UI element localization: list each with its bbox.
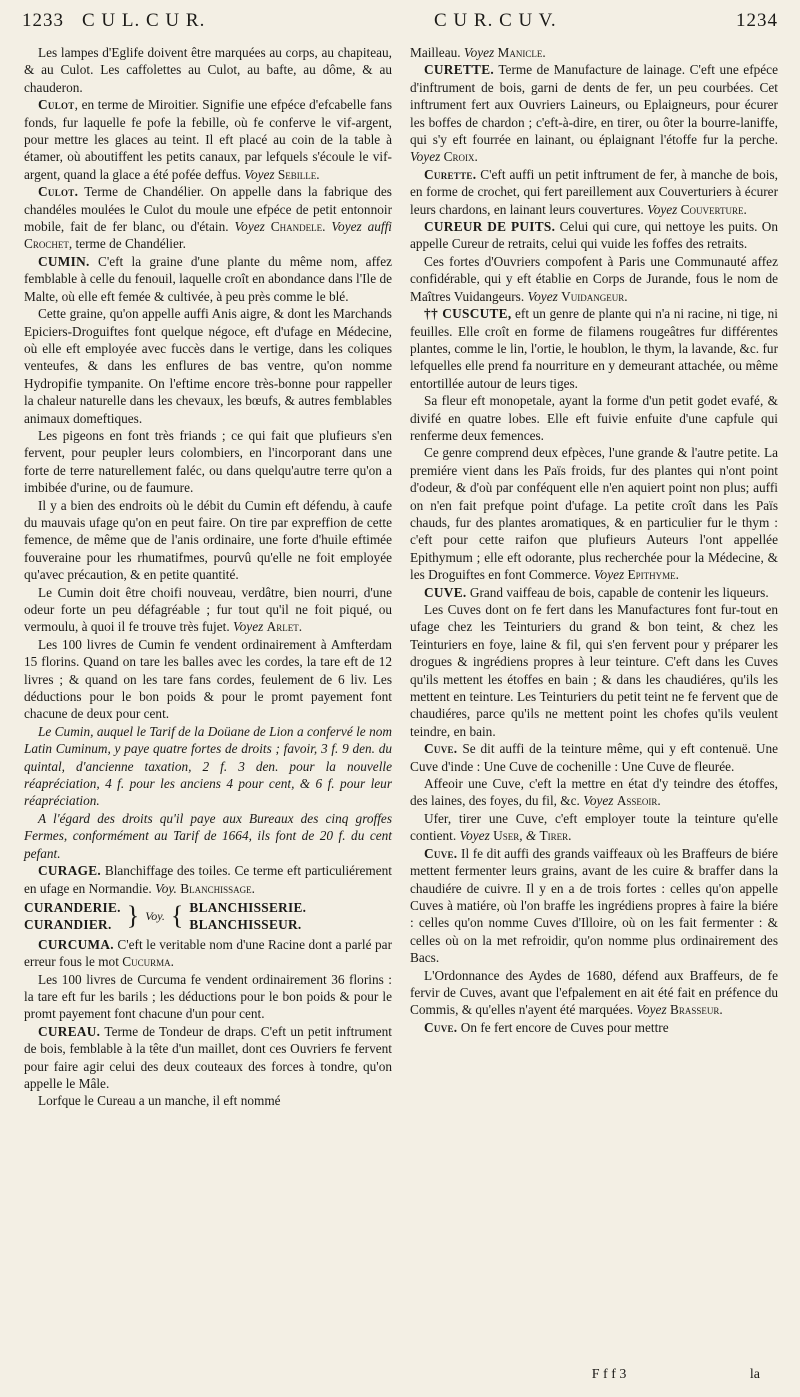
brace-icon: { [170,901,184,931]
headword: CURAGE. [38,863,102,879]
cross-reference: Blanchissage. [180,880,255,896]
guide-words-right: C U R. C U V. [434,10,557,31]
entry-cuve-4 [410,1019,778,1036]
paragraph [410,253,778,305]
right-column [410,44,778,1036]
headword: †† CUSCUTE, [424,306,512,322]
entry-culot-miroitier [24,96,392,183]
definition: C'eft auffi un petit inftrument de fer, à manche de bois, en forme de crochet, qui fert pareillement aux Couverturiers à écurer leurs chardons, en lainant leurs couvertures. [410,166,778,217]
see-also-label: Voyez auffi [331,219,393,235]
signature-mark: F f f 3 [591,1367,627,1382]
definition: Terme de Manufacture de lainage. C'eft une efpéce d'inftrument de bois, garni de dents de fer, un peu courbées. Cet inftrument fert aux Ouvriers Laineurs, ou Eplaigneurs, pour écurer les boffes de chardon ; c'eft-à-dire, en tirer, ou ôter la bourre-laniffe, qui s'y eft fourrée en lainant, ou éplaignant l'étoffe fur la perche. [410,62,778,148]
paragraph: Les Cuves dont on fe fert dans les Manufactures font fur-tout en ufage chez les Teinturiers du grand & bon teint, & chez les Teinturiers en foye, laine & fil, qui s'en fervent pour y préparer les drogues & ingrédiens propres à leur teinture. C'eft dans les Cuves qu'ils mettent les étoffes en bain ; & dans les chaudiéres, qu'ils les mettent en teinture. Les Teinturiers du petit teint ne fe fervent que de chaudiéres, parce qu'ils ne mettent point les chofes qu'ils veulent teindre, en bain. [410,602,778,739]
entry-curcuma [24,936,392,971]
cross-reference: Chandele. [270,219,326,235]
see-also-label: Voyez [583,793,614,809]
cross-reference: Epithyme. [627,567,679,583]
page-number-left: 1233 [22,10,64,31]
see-also-label: Voyez [410,149,441,165]
entry-cureur-de-puits [410,218,778,253]
definition: Grand vaiffeau de bois, capable de contenir les liqueurs. [469,584,769,600]
cross-reference: Tirer. [539,828,572,844]
definition: Mailleau. [410,45,461,60]
paragraph: Il y a bien des endroits où le débit du Cumin eft défendu, à caufe du mauvais ufage qu'on en peut faire. On tire par expreffion de cette femence, de même que de l'anis ordinaire, une forte d'huile eftimée fouveraine pour les rhumatifmes, pourvû qu'elle ne foit employée qu'avec précaution, & en petite quantité. [24,497,392,583]
see-also-label: Voyez [636,1002,667,1018]
definition: Le Cumin doit être choifi nouveau, verdâtre, bien nourri, d'une odeur forte un peu défagréable ; fur tout qu'il ne foit piqué, ou vermoulu, à quoi il fe trouve très fujet. [24,584,392,635]
see-also-label: Voyez [234,219,265,235]
definition: Terme de Chandélier. On appelle dans la fabrique des chandéles moulées le Culot du moule une efpéce de petit entonnoir mobile, fait de fer blanc, ou d'étain. [24,184,392,235]
paragraph: Les pigeons en font très friands ; ce qui fait que plufieurs s'en fervent, pour peupler leurs colombiers, en l'incorporant dans une forte de terre naturellement faléc, ou dans quelqu'autre terre qu'on a imbibée d'urine, ou de faumure. [24,427,392,496]
definition: , en terme de Miroitier. Signifie une efpéce d'efcabelle fans fonds, fur laquelle fe pofe la febille, où fe conferve le vif-argent, pour mettre les glaces au teint. Il eft placé au coin de la table à étamer, où aboutiffent les petits canaux, par lefquels s'écoule le vif-argent, quand la glace a été pofée deffus. [24,97,392,182]
headword: CURANDIER. [24,917,112,933]
definition: L'Ordonnance des Aydes de 1680, défend aux Braffeurs, de fe fervir de Cuves, avant que l'efpalement en ait été fait en préfence du Commis, & qu'elles n'ayent été marquées. [410,967,778,1018]
pair-references [189,899,306,934]
see-also-label: Voy. [155,880,177,896]
definition: Affeoir une Cuve, c'eft la mettre en état d'y teindre des étoffes, des laines, des foyes, du fil, &c. [410,776,778,809]
cross-reference: User [493,828,520,844]
headword: CUREAU. [38,1023,101,1039]
paragraph: Les 100 livres de Cumin fe vendent ordinairement à Amfterdam 15 florins. Quand on tare les balles avec les cordes, la tare eft de 12 livres ; & quand on les tare fans cordes, feulement de 6 liv. Les déductions pour le bon poids & pour le promt payement font chacune de deux pour cent. [24,636,392,722]
paragraph [410,810,778,845]
see-also-label: Voy. [145,908,165,923]
cross-reference: Crochet [24,236,69,252]
cross-reference: Brasseur. [669,1002,723,1018]
headword: CURETTE. [424,62,495,78]
cross-reference: BLANCHISSEUR. [189,917,302,933]
pair-headwords [24,899,121,934]
definition: C'eft la graine d'une plante du même nom, affez femblable à celle du fenouil, laquelle croît en abondance dans l'Ile de Malte, où elle eft femée & cultivée, à peu près comme le blé. [24,253,392,304]
headword: CUREUR DE PUITS. [424,219,556,235]
paragraph: A l'égard des droits qu'il paye aux Bureaux des cinq groffes Fermes, conformément au Tarif de 1664, ils font de 20 f. du cent pefant. [24,810,392,861]
entry-curette [410,61,778,165]
definition: Il fe dit auffi des grands vaiffeaux où les Braffeurs de biére mettent fermenter leurs grains, avant de les cuire & braffer dans la chaudiére de cuivre. Il y en a de trois fortes : celles qu'on appelle Cuves à matiére, où l'on braffe les ingrédiens propres à faire la biére : celles qu'on nomme Cuves d'Illoire, où on les fait fermenter : & celles où on la met refroidir, qu'on nomme plus ordinairement des Bacs. [410,845,778,966]
paragraph [410,775,778,810]
cross-reference: BLANCHISSERIE. [189,899,307,915]
paragraph [24,584,392,636]
cross-reference: Sebille. [277,166,320,182]
headword: Culot [38,97,75,113]
definition: eft un genre de plante qui n'a ni racine, ni tige, ni feuilles. Elle croît en forme de filamens rougeâtres fur différentes plantes, comme le lin, l'ortie, le houblon, le thym, la lavande, &c. fur lefquelles elle prend fa nourriture en y demeurant attachée, ou même entortillée autour de leurs tiges. [410,306,779,391]
entry-curage [24,862,392,897]
entry-lampes: Les lampes d'Eglife doivent être marquées au corps, au chapiteau, & au Culot. Les caffolettes au Culot, au bafte, au dôme, & au chauderon. [24,45,392,95]
definition: Se dit auffi de la teinture même, qui y eft contenuë. Une Cuve d'inde : Une Cuve de cochenille : Une Cuve de fleurée. [410,741,778,774]
cross-reference: Manicle. [497,45,546,60]
definition: C'eft le veritable nom d'une Racine dont a parlé par erreur fous le mot [24,936,392,970]
see-also-label: Voyez [244,166,275,182]
paragraph [410,967,778,1019]
paragraph: Lorfque le Cureau a un manche, il eft nommé [38,1093,281,1109]
headword: CUMIN. [38,253,90,269]
entry-cureau [24,1023,392,1093]
cross-reference: Cucurma. [122,954,174,970]
cross-reference: Arlet. [266,619,303,635]
see-also-label: Voyez [527,288,558,304]
page-number-right: 1234 [736,10,778,31]
catchword: la [749,1367,760,1382]
paragraph: Cette graine, qu'on appelle auffi Anis aigre, & dont les Marchands Epiciers-Droguiftes font quelque négoce, eft d'ufage en Médecine, où elle eft employée avec fuccès dans le vertige, dans les coliques venteufes, & dans les enflures de bas ventre, qu'on nomme Hydropifie tympanite. On l'eftime encore très-bonne pour rappeller la chaleur naturelle dans les chevaux, les bœufs, & autres femblables animaux domeftiques. [24,306,392,426]
entry-curette-2 [410,166,778,218]
entry-cuve-2 [410,740,778,775]
see-also-label: Voyez [459,828,490,844]
headword: Cuve. [424,741,458,757]
entry-curanderie-pair [24,899,392,934]
cross-reference: Asseoir. [616,793,661,809]
headword: Cuve. [424,1019,458,1035]
paragraph: Les 100 livres de Curcuma fe vendent ordinairement 36 florins : la tare eft fur les barils ; les déductions pour le bon poids & pour le promt payement font chacune d'un pour cent. [24,971,392,1022]
definition: Ce genre comprend deux efpèces, l'une grande & l'autre petite. La premiére vient dans les Païs froids, fur des plantes qui n'ont point d'odeur, & d'où par conféquent elle n'en aquiert point non plus; auffi on n'en fait prefque point d'ufage. La petite croît dans les Païs chauds, fur des plantes aromatiques, & en particulier fur le thym : c'eft pour cette raifon que plufieurs Auteurs l'ont appellée Epithymum ; elle eft odorante, plus recherchée pour la Médecine, & les Droguiftes en font Commerce. [410,445,778,583]
entry-culot-chandelier [24,183,392,253]
running-header [22,10,778,38]
definition: Terme de Tondeur de draps. C'eft un petit inftrument de bois, femblable à la tête d'un maillet, dont ces Ouvriers fe fervent pour faire agir celui des deux couteaux des forces à tondre, qu'on appelle le Mâle. [24,1023,392,1091]
brace-icon: } [126,901,140,931]
cross-reference: Vuidangeur. [561,288,628,304]
definition: Ces fortes d'Ouvriers compofent à Paris une Communauté affez confidérable, qui y eft établie en Corps de Jurande, fous le nom de Maîtres Vuidangeurs. [410,253,778,304]
headword: Curette. [424,166,477,182]
see-also-label: Voyez [647,201,678,217]
cross-reference: Croix. [443,149,478,165]
left-column [24,44,392,1110]
see-also-label: Voyez [233,619,264,635]
headword: Culot. [38,184,79,200]
definition: Celui qui cure, qui nettoye les puits. On appelle Cureur de retraits, celui qui vuide les foffes des retraits. [410,219,779,252]
entry-continuation [410,44,778,61]
paragraph [410,444,778,583]
definition: On fe fert encore de Cuves pour mettre [460,1019,669,1035]
see-also-label: Voyez [463,45,495,60]
paragraph: Sa fleur eft monopetale, ayant la forme d'un petit godet evafé, & divifé en quatre lobes. Elle eft fuivie enfuite d'une capfule qui renferme deux femences. [410,393,778,443]
entry-cuve [410,584,778,601]
page-footer [592,1367,760,1383]
entry-cuve-3 [410,845,778,967]
definition: Blanchiffage des toiles. Ce terme eft particuliérement en ufage en Normandie. [24,863,393,896]
see-also-label: Voyez [593,567,625,583]
conjunction: , & [519,828,537,844]
headword: Cuve. [424,845,458,861]
definition: , terme de Chandélier. [68,236,186,252]
headword: CURANDERIE. [24,899,121,915]
entry-cuscute [410,305,778,392]
cross-reference: Couverture. [680,201,747,217]
paragraph: Le Cumin, auquel le Tarif de la Doüane de Lion a confervé le nom Latin Cuminum, y paye quatre fortes de droits ; favoir, 3 f. 9 den. du quintal, d'ancienne taxation, 2 f. 3 den. pour la nouvelle réapréciation, 4 f. pour les anciens 4 pour cent, & 6 f. pour leur réapréciation. [24,723,392,809]
headword: CUVE. [424,584,467,600]
definition: Ufer, tirer une Cuve, c'eft employer toute la teinture qu'elle contient. [410,810,778,844]
entry-cumin [24,253,392,305]
guide-words-left: C U L. C U R. [82,10,206,31]
headword: CURCUMA. [38,936,114,952]
